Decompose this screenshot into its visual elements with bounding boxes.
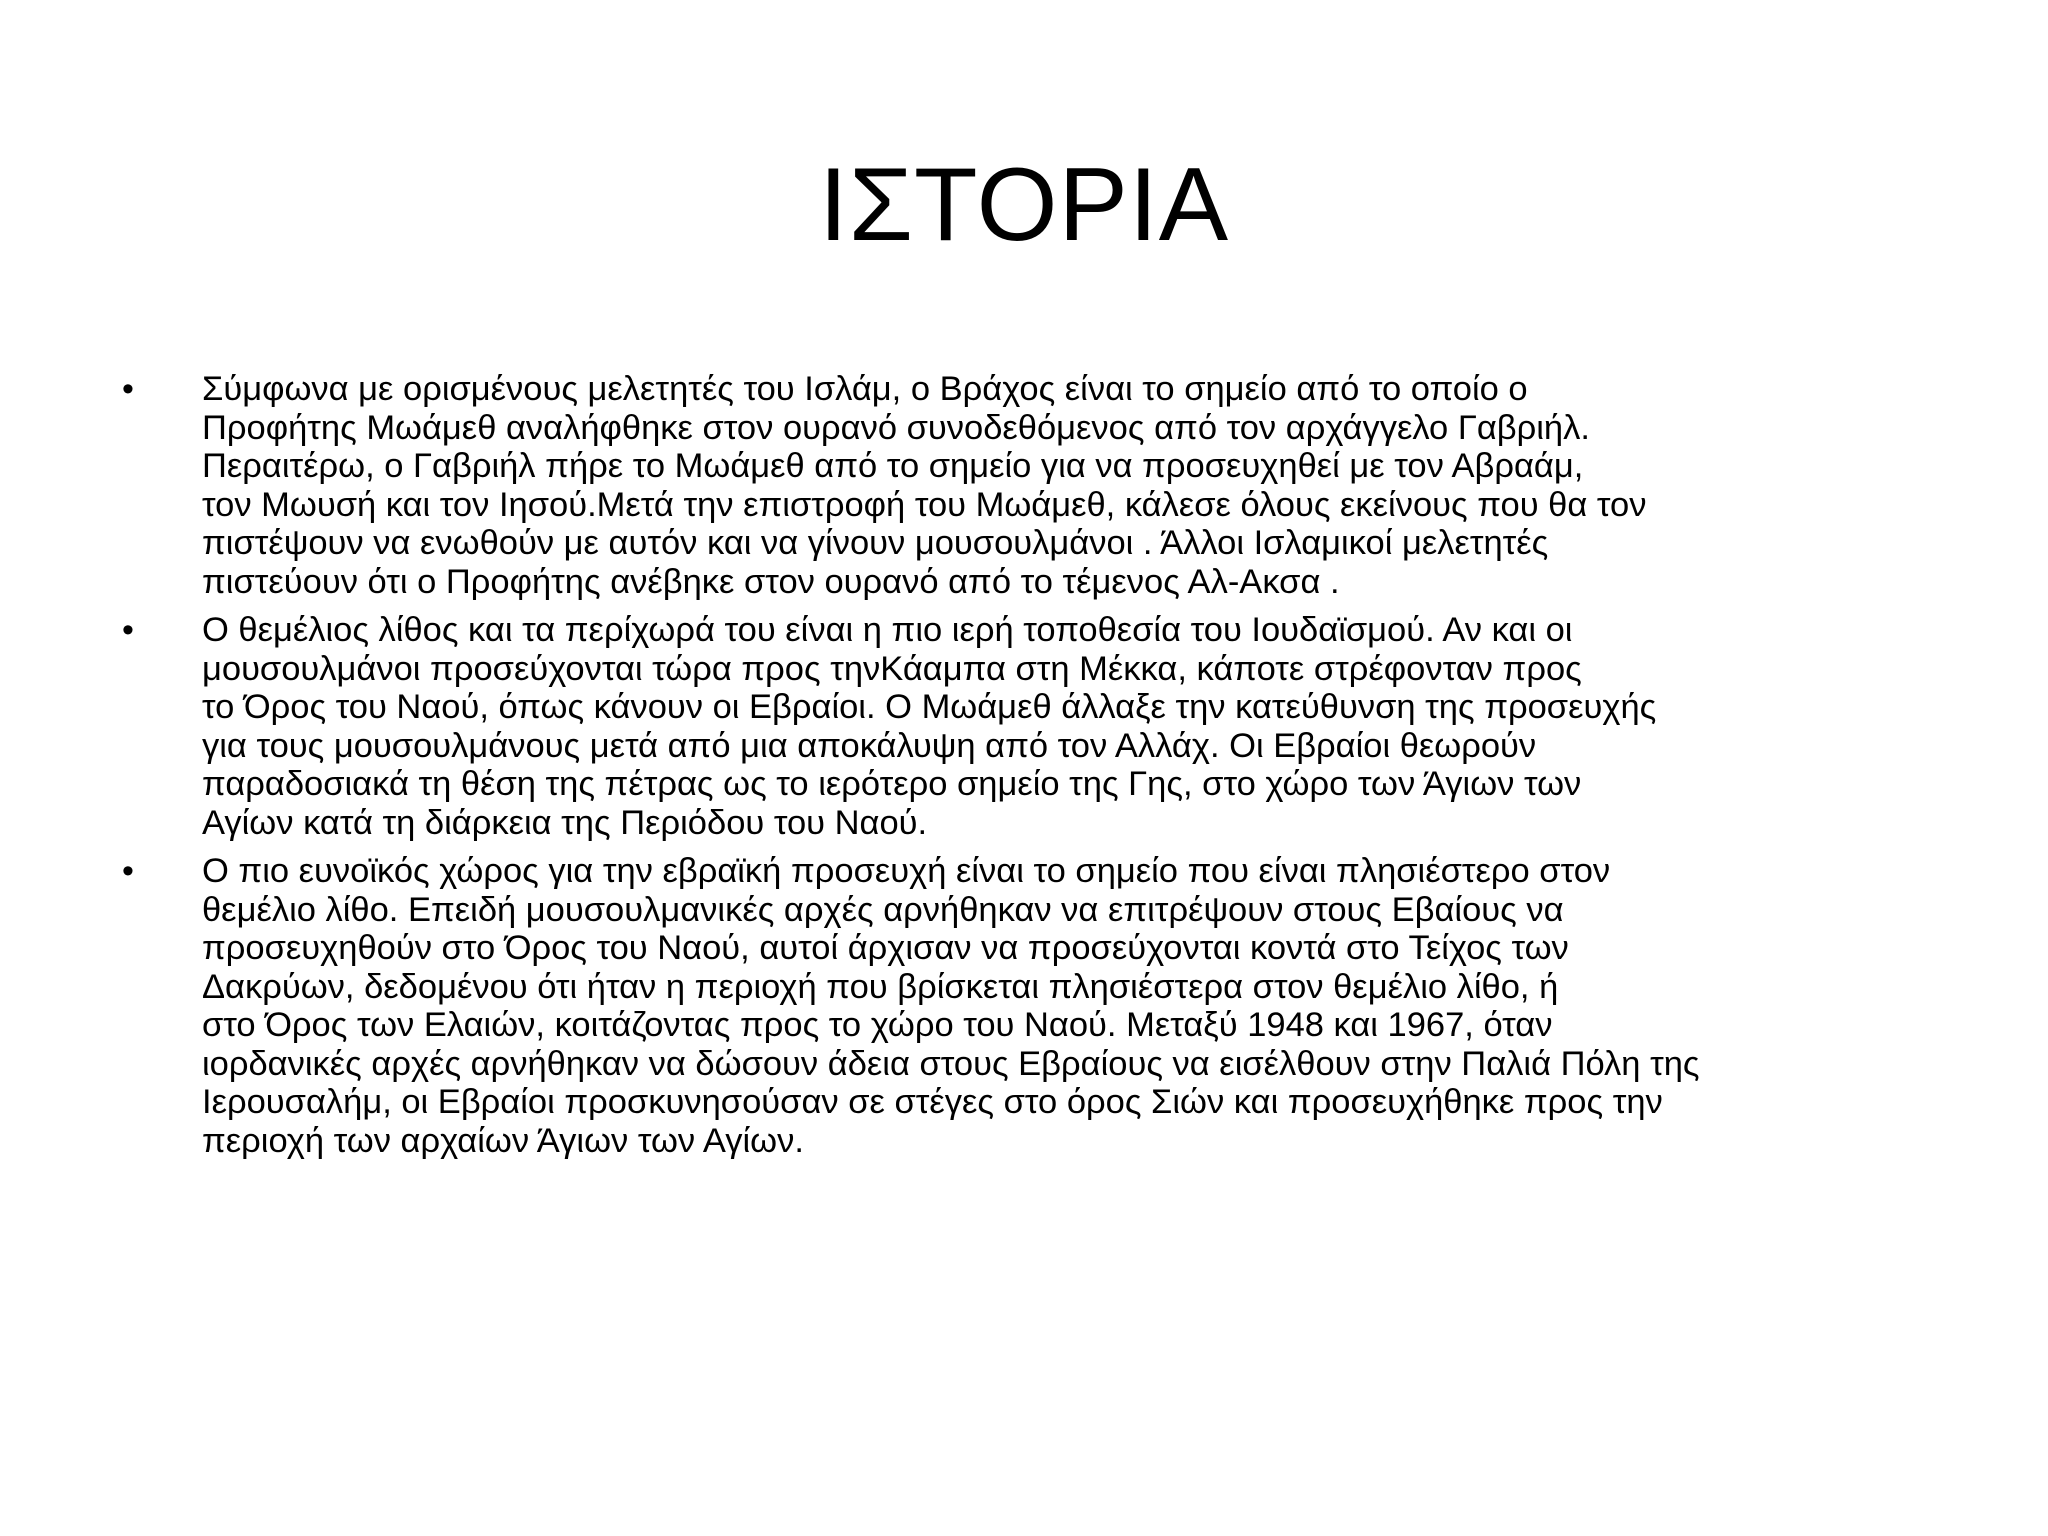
text-line: Σύμφωνα με ορισμένους μελετητές του Ισλάμ, ο Βράχος είναι το σημείο από το οποίο ο (202, 370, 1528, 408)
text-line: προσευχηθούν στο Όρος του Ναού, αυτοί άρχισαν να προσεύχονται κοντά στο Τείχος των (202, 929, 1569, 967)
text-line: στο Όρος των Ελαιών, κοιτάζοντας προς το χώρο του Ναού. Μεταξύ 1948 και 1967, όταν (202, 1006, 1553, 1044)
text-line: Ο θεμέλιος λίθος και τα περίχωρά του είναι η πιο ιερή τοποθεσία του Ιουδαϊσμού. Αν και οι (202, 611, 1573, 649)
bullet-list (122, 370, 1982, 1170)
text-line: Δακρύων, δεδομένου ότι ήταν η περιοχή που βρίσκεται πλησιέστερα στον θεμέλιο λίθο, ή (202, 967, 1559, 1006)
text-line: ιορδανικές αρχές αρνήθηκαν να δώσουν άδεια στους Εβραίους να εισέλθουν στην Παλιά Πόλη της (202, 1044, 1700, 1083)
text-line: θεμέλιο λίθο. Επειδή μουσουλμανικές αρχές αρνήθηκαν να επιτρέψουν στους Εβαίους να (202, 890, 1564, 929)
text-line: πιστέψουν να ενωθούν με αυτόν και να γίνουν μουσουλμάνοι . Άλλοι Ισλαμικοί μελετητές (202, 524, 1549, 562)
text-line: Ιερουσαλήμ, οι Εβραίοι προσκυνησούσαν σε στέγες στο όρος Σιών και προσευχήθηκε προς την (202, 1083, 1663, 1121)
slide-title: ΙΣΤΟΡΙΑ (818, 147, 1230, 263)
text-line: παραδοσιακά τη θέση της πέτρας ως το ιερότερο σημείο της Γης, στο χώρο των Άγιων των (202, 765, 1582, 803)
text-line: Ο πιο ευνοϊκός χώρος για την εβραϊκή προσευχή είναι το σημείο που είναι πλησιέστερο στον (202, 852, 1611, 890)
text-line: Περαιτέρω, ο Γαβριήλ πήρε το Μωάμεθ από το σημείο για να προσευχηθεί με τον Αβραάμ, (202, 447, 1584, 485)
text-line: τον Μωυσή και τον Ιησού.Μετά την επιστροφή του Μωάμεθ, κάλεσε όλους εκείνους που θα τον (202, 485, 1647, 524)
text-line: μουσουλμάνοι προσεύχονται τώρα προς τηνΚάαμπα στη Μέκκα, κάποτε στρέφονταν προς (202, 649, 1582, 688)
bullet-text (202, 370, 1982, 601)
bullet-item (122, 611, 1982, 842)
text-line: για τους μουσουλμάνους μετά από μια αποκάλυψη από τον Αλλάχ. Οι Εβραίοι θεωρούν (202, 726, 1537, 765)
bullet-mark: • (122, 370, 134, 408)
bullet-mark: • (122, 611, 134, 649)
text-line: περιοχή των αρχαίων Άγιων των Αγίων. (202, 1121, 804, 1160)
bullet-item (122, 852, 1982, 1160)
text-line: το Όρος του Ναού, όπως κάνουν οι Εβραίοι. Ο Μωάμεθ άλλαξε την κατεύθυνση της προσευχής (202, 688, 1657, 726)
bullet-mark: • (122, 852, 134, 890)
bullet-item (122, 370, 1982, 601)
text-line: Αγίων κατά τη διάρκεια της Περιόδου του Ναού. (202, 803, 928, 842)
text-line: Προφήτης Μωάμεθ αναλήφθηκε στον ουρανό συνοδεθόμενος από τον αρχάγγελο Γαβριήλ. (202, 408, 1590, 447)
bullet-text (202, 852, 1982, 1160)
bullet-text (202, 611, 1982, 842)
text-line: πιστεύουν ότι ο Προφήτης ανέβηκε στον ουρανό από το τέμενος Αλ-Ακσα . (202, 562, 1340, 601)
